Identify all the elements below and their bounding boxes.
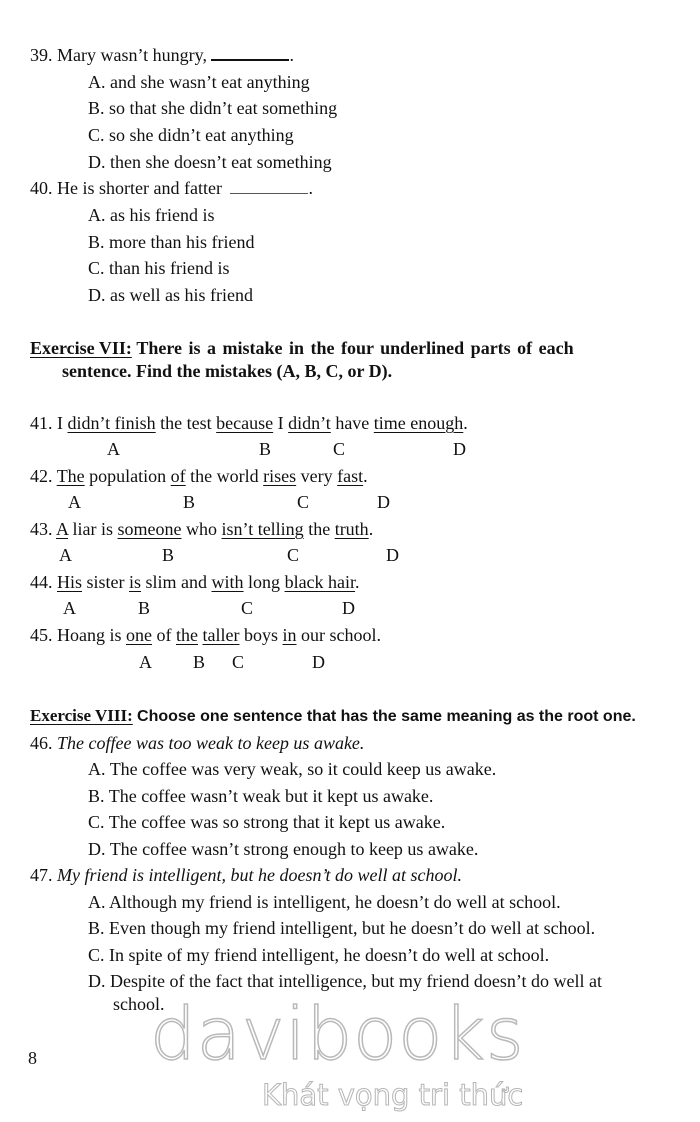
option-40-d: D. as well as his friend	[88, 285, 253, 305]
option-label-d: D	[377, 492, 390, 512]
option-46-c: C. The coffee was so strong that it kept us awake.	[88, 812, 446, 832]
option-label-c: C	[333, 439, 346, 459]
option-label-b: B	[138, 598, 151, 618]
underlined-d: time enough	[373, 413, 464, 433]
exercise-instruction: Choose one sentence that has the same meaning as the root one.	[137, 708, 636, 725]
underlined-d: truth	[334, 519, 369, 539]
option-label-a: A	[68, 492, 81, 512]
underlined-a: one	[126, 625, 152, 645]
page-number: 8	[28, 1048, 37, 1068]
underlined-c: rises	[263, 466, 297, 486]
punctuation: .	[308, 178, 313, 198]
underlined-b: because	[216, 413, 274, 433]
exercise-7-instruction-line2: sentence. Find the mistakes (A, B, C, or D).	[62, 361, 393, 381]
watermark-tagline: Khát vọng tri thức	[262, 1078, 524, 1112]
option-label-b: B	[193, 652, 206, 672]
underlined-a: His	[57, 572, 83, 592]
question-45: 45. Hoang is one of the taller boys in our school.	[30, 625, 382, 645]
option-label-d: D	[342, 598, 355, 618]
option-46-d: D. The coffee wasn’t strong enough to keep us awake.	[88, 839, 479, 859]
exercise-title: Exercise VIII:	[30, 706, 133, 725]
underlined-d: black hair	[284, 572, 356, 592]
question-stem: Mary wasn’t hungry,	[57, 45, 207, 65]
underlined-a: didn’t finish	[67, 413, 156, 433]
underlined-c: isn’t telling	[221, 519, 304, 539]
question-number: 40.	[30, 178, 53, 198]
option-39-c: C. so she didn’t eat anything	[88, 125, 294, 145]
question-47: 47. My friend is intelligent, but he doesn’t do well at school.	[30, 865, 462, 885]
option-47-c: C. In spite of my friend intelligent, he doesn’t do well at school.	[88, 945, 550, 965]
option-label-c: C	[241, 598, 254, 618]
option-40-a: A. as his friend is	[88, 205, 215, 225]
underlined-a: The	[56, 466, 85, 486]
underlined-c: didn’t	[288, 413, 331, 433]
option-label-d: D	[386, 545, 399, 565]
question-46: 46. The coffee was too weak to keep us awake.	[30, 733, 365, 753]
option-label-a: A	[107, 439, 120, 459]
option-label-b: B	[259, 439, 272, 459]
option-39-b: B. so that she didn’t eat something	[88, 98, 338, 118]
option-39-a: A. and she wasn’t eat anything	[88, 72, 310, 92]
root-sentence: The coffee was too weak to keep us awake.	[57, 733, 365, 753]
exercise-8-heading	[30, 706, 636, 726]
option-label-a: A	[59, 545, 72, 565]
underlined-b: of	[170, 466, 186, 486]
question-40	[30, 178, 313, 199]
question-44: 44. His sister is slim and with long black hair.	[30, 572, 360, 592]
option-label-d: D	[453, 439, 466, 459]
option-label-b: B	[183, 492, 196, 512]
option-label-a: A	[139, 652, 152, 672]
underlined-c: taller	[202, 625, 240, 645]
question-39	[30, 45, 294, 66]
option-47-b: B. Even though my friend intelligent, but he doesn’t do well at school.	[88, 918, 596, 938]
exercise-title: Exercise VII:	[30, 338, 132, 358]
option-39-d: D. then she doesn’t eat something	[88, 152, 332, 172]
exercise-instruction-line1: There is a mistake in the four underlined parts of each	[136, 338, 574, 358]
option-label-c: C	[297, 492, 310, 512]
underlined-b: is	[129, 572, 142, 592]
punctuation: .	[289, 45, 294, 65]
option-label-a: A	[63, 598, 76, 618]
question-stem: He is shorter and fatter	[57, 178, 222, 198]
underlined-c: with	[211, 572, 244, 592]
option-label-c: C	[287, 545, 300, 565]
root-sentence: My friend is intelligent, but he doesn’t do well at school.	[57, 865, 462, 885]
question-43: 43. A liar is someone who isn’t telling the truth.	[30, 519, 374, 539]
option-47-d-continuation: school.	[113, 994, 165, 1014]
underlined-d: fast	[337, 466, 364, 486]
answer-blank	[211, 45, 289, 61]
underlined-b: the	[176, 625, 198, 645]
underlined-d: in	[282, 625, 297, 645]
option-46-b: B. The coffee wasn’t weak but it kept us awake.	[88, 786, 434, 806]
option-40-b: B. more than his friend	[88, 232, 255, 252]
question-42: 42. The population of the world rises very fast.	[30, 466, 368, 486]
option-label-b: B	[162, 545, 175, 565]
answer-blank	[230, 179, 308, 194]
question-41: 41. I didn’t finish the test because I didn’t have time enough.	[30, 413, 468, 433]
underlined-b: someone	[117, 519, 182, 539]
option-46-a: A. The coffee was very weak, so it could keep us awake.	[88, 759, 497, 779]
exercise-7-heading	[30, 338, 574, 359]
option-47-d: D. Despite of the fact that intelligence, but my friend doesn’t do well at	[88, 971, 603, 991]
option-47-a: A. Although my friend is intelligent, he doesn’t do well at school.	[88, 892, 561, 912]
option-label-d: D	[312, 652, 325, 672]
underlined-a: A	[56, 519, 69, 539]
option-40-c: C. than his friend is	[88, 258, 230, 278]
watermark-logo: davibooks	[150, 992, 525, 1076]
question-number: 39.	[30, 45, 53, 65]
option-label-c: C	[232, 652, 245, 672]
